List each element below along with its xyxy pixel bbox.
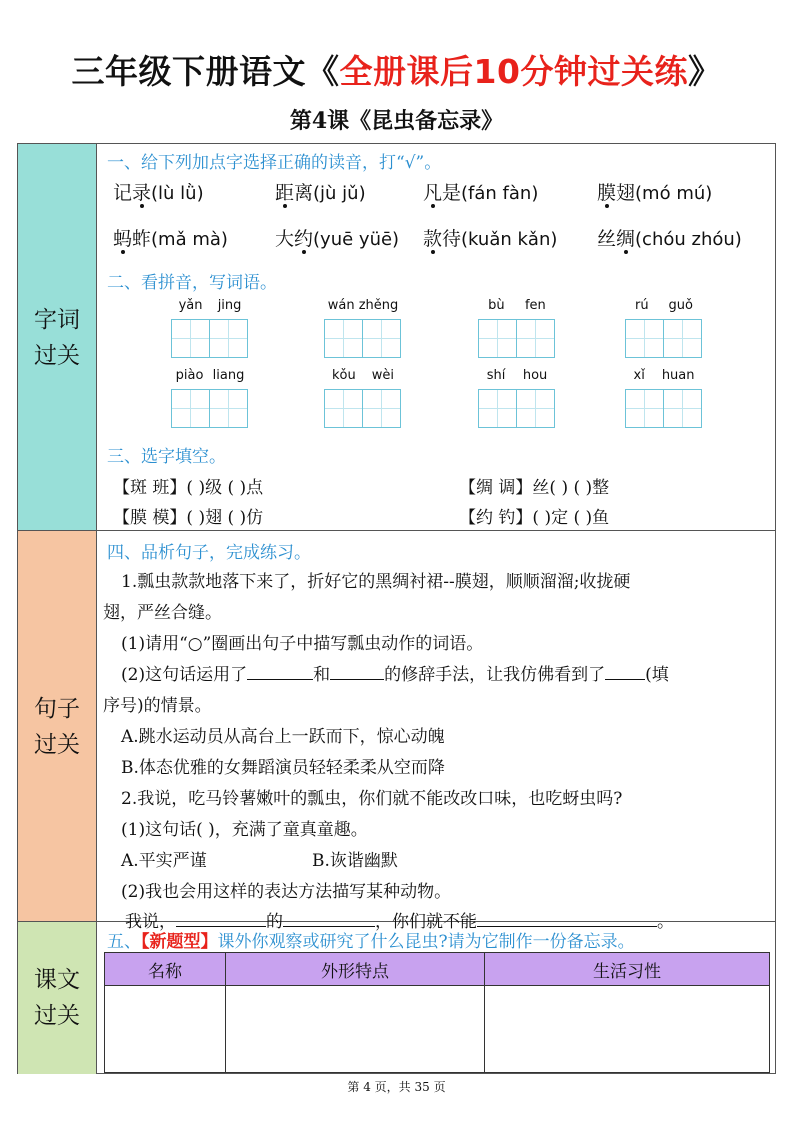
q4-line: (2)我也会用这样的表达方法描写某种动物。 — [121, 882, 452, 902]
dotted-char: 凡 — [423, 182, 443, 204]
pinyin-options[interactable]: (lù lǜ) — [151, 183, 204, 204]
q4-text: (填 — [645, 665, 669, 685]
writing-grid-group — [625, 368, 703, 430]
q4-line: 翅，严丝合缝。 — [103, 603, 222, 623]
worksheet — [17, 143, 776, 1074]
q3-line: 【膜 模】( )翅 ( )仿 — [113, 508, 264, 528]
pinyin-syllable: shí — [486, 368, 506, 383]
q4-option: A.平实严谨 — [121, 851, 207, 871]
q1-heading: 一、给下列加点字选择正确的读音，打“√”。 — [107, 153, 442, 173]
writing-cell[interactable] — [478, 389, 517, 428]
q3-heading: 三、选字填空。 — [107, 447, 226, 467]
dotted-char: 蚂 — [113, 228, 133, 250]
lesson-subtitle: 第4课《昆虫备忘录》 — [289, 108, 504, 134]
pinyin-prompt — [478, 368, 556, 383]
pinyin-syllable: yǎn — [178, 298, 203, 313]
pinyin-syllable: wán zhěng — [327, 298, 399, 313]
pinyin-options[interactable]: (mǎ mà) — [151, 229, 228, 250]
pinyin-syllable: xǐ — [633, 368, 645, 383]
dotted-char: 录 — [132, 182, 152, 204]
pinyin-prompt — [171, 298, 249, 313]
memo-col-name: 名称 — [105, 953, 226, 986]
new-type-tag: 【新题型】 — [141, 932, 218, 952]
word-pre: 大 — [275, 228, 295, 250]
answer-blank[interactable] — [330, 663, 384, 680]
section-label-text: 课文 过关 — [18, 922, 97, 1074]
pronunciation-item — [113, 178, 204, 205]
answer-blank[interactable] — [247, 663, 313, 680]
writing-cell[interactable] — [516, 389, 555, 428]
q4-heading: 四、品析句子，完成练习。 — [107, 543, 311, 563]
writing-cell[interactable] — [171, 319, 210, 358]
pinyin-options[interactable]: (yuē yüē) — [313, 229, 400, 250]
word-post: 蚱 — [132, 228, 152, 250]
writing-cell[interactable] — [663, 389, 702, 428]
pinyin-prompt — [478, 298, 556, 313]
writing-cell[interactable] — [209, 319, 248, 358]
pinyin-syllable: piào — [175, 368, 204, 383]
writing-grid-group — [171, 298, 249, 360]
title-highlight: 全册课后10分钟过关练 — [339, 52, 688, 91]
word-pre: 丝 — [597, 228, 617, 250]
q4-option: B.体态优雅的女舞蹈演员轻轻柔柔从空而降 — [121, 758, 445, 778]
pinyin-options[interactable]: (kuǎn kǎn) — [461, 229, 558, 250]
pinyin-prompt — [324, 368, 402, 383]
word-pre: 记 — [113, 182, 133, 204]
q4-text: 和 — [313, 665, 331, 685]
writing-cell[interactable] — [209, 389, 248, 428]
dotted-char: 膜 — [597, 182, 617, 204]
word-post: 待 — [442, 228, 462, 250]
writing-grid-group — [324, 368, 402, 430]
pronunciation-item — [597, 224, 742, 251]
pronunciation-item — [423, 224, 557, 251]
pinyin-syllable: liang — [212, 368, 245, 383]
writing-cell[interactable] — [663, 319, 702, 358]
pinyin-options[interactable]: (chóu zhóu) — [635, 229, 742, 250]
section-label-sentences: 句子 过关 — [18, 531, 97, 922]
pinyin-syllable: bù — [488, 298, 505, 313]
pronunciation-item — [113, 224, 228, 251]
pinyin-options[interactable]: (jù jǔ) — [313, 183, 366, 204]
writing-grid-group — [625, 298, 703, 360]
pronunciation-item — [423, 178, 538, 205]
pinyin-syllable: guǒ — [668, 298, 693, 313]
pinyin-syllable: jing — [217, 298, 242, 313]
q4-text: ，你们就不能 — [375, 912, 477, 932]
pinyin-options[interactable]: (mó mú) — [635, 183, 713, 204]
pinyin-syllable: rú — [634, 298, 649, 313]
q4-text: 的修辞手法，让我仿佛看到了 — [384, 665, 606, 685]
pronunciation-item — [597, 178, 712, 205]
writing-cell[interactable] — [171, 389, 210, 428]
pinyin-syllable: wèi — [371, 368, 394, 383]
memo-cell[interactable] — [485, 986, 770, 1073]
memo-cell[interactable] — [105, 986, 226, 1073]
pinyin-syllable: kǒu — [332, 368, 356, 383]
word-post: 翅 — [616, 182, 636, 204]
q2-heading: 二、看拼音，写词语。 — [107, 273, 277, 293]
pinyin-syllable: fen — [524, 298, 546, 313]
q3-line: 【绸 调】丝( ) ( )整 — [459, 478, 610, 498]
answer-blank[interactable] — [605, 663, 645, 680]
dotted-char: 距 — [275, 182, 295, 204]
word-post: 离 — [294, 182, 314, 204]
memo-col-habits: 生活习性 — [485, 953, 770, 986]
q4-line — [121, 660, 669, 685]
q4-line: (1)请用“○”圈画出句子中描写瓢虫动作的词语。 — [121, 634, 484, 654]
pinyin-prompt — [171, 368, 249, 383]
pinyin-prompt — [324, 298, 402, 313]
word-post: 是 — [442, 182, 462, 204]
pronunciation-item — [275, 224, 399, 251]
memo-cell[interactable] — [226, 986, 485, 1073]
pronunciation-item — [275, 178, 366, 205]
q4-text: 。 — [657, 912, 674, 932]
title-suffix: 》 — [687, 52, 722, 91]
dotted-char: 绸 — [616, 228, 636, 250]
q4-line: 1.瓢虫款款地落下来了，折好它的黑绸衬裙--膜翅，顺顺溜溜;收拢硬 — [121, 572, 631, 592]
q4-option: B.诙谐幽默 — [312, 851, 398, 871]
pinyin-options[interactable]: (fán fàn) — [461, 183, 539, 204]
writing-grid-group — [324, 298, 402, 360]
q5-text: 课外你观察或研究了什么昆虫?请为它制作一份备忘录。 — [217, 932, 635, 952]
section-label-words: 字词 过关 — [18, 144, 97, 531]
page-footer: 第 4 页，共 35 页 — [347, 1080, 446, 1094]
pinyin-syllable: huan — [661, 368, 695, 383]
q4-text: (2)这句话运用了 — [121, 665, 248, 685]
q4-option: A.跳水运动员从高台上一跃而下，惊心动魄 — [121, 727, 445, 747]
q3-line: 【斑 班】( )级 ( )点 — [113, 478, 264, 498]
writing-grid-group — [171, 368, 249, 430]
q4-text: 的 — [266, 912, 283, 932]
dotted-char: 款 — [423, 228, 443, 250]
writing-cell[interactable] — [478, 319, 517, 358]
pinyin-syllable: hou — [522, 368, 548, 383]
q3-line: 【约 钓】( )定 ( )鱼 — [459, 508, 610, 528]
writing-cell[interactable] — [625, 389, 664, 428]
title-prefix: 三年级下册语文《 — [71, 52, 340, 91]
writing-cell[interactable] — [324, 389, 363, 428]
writing-cell[interactable] — [516, 319, 555, 358]
memo-table — [104, 952, 770, 1073]
pinyin-prompt — [625, 368, 703, 383]
writing-cell[interactable] — [324, 319, 363, 358]
q5-number: 五、 — [107, 932, 141, 952]
q4-line: 序号)的情景。 — [103, 696, 212, 716]
writing-cell[interactable] — [625, 319, 664, 358]
dotted-char: 约 — [294, 228, 314, 250]
memo-col-appearance: 外形特点 — [226, 953, 485, 986]
section-words — [97, 144, 775, 530]
q4-line: (1)这句话( )，充满了童真童趣。 — [121, 820, 368, 840]
writing-cell[interactable] — [362, 319, 401, 358]
page-title — [0, 46, 793, 93]
writing-grid-group — [478, 298, 556, 360]
q4-text: 我说， — [125, 912, 176, 932]
pinyin-prompt — [625, 298, 703, 313]
writing-cell[interactable] — [362, 389, 401, 428]
q5-heading — [107, 927, 635, 952]
writing-grid-group — [478, 368, 556, 430]
section-sentences — [97, 531, 775, 932]
q4-line: 2.我说，吃马铃薯嫩叶的瓢虫，你们就不能改改口味，也吃蚜虫吗? — [121, 789, 623, 809]
